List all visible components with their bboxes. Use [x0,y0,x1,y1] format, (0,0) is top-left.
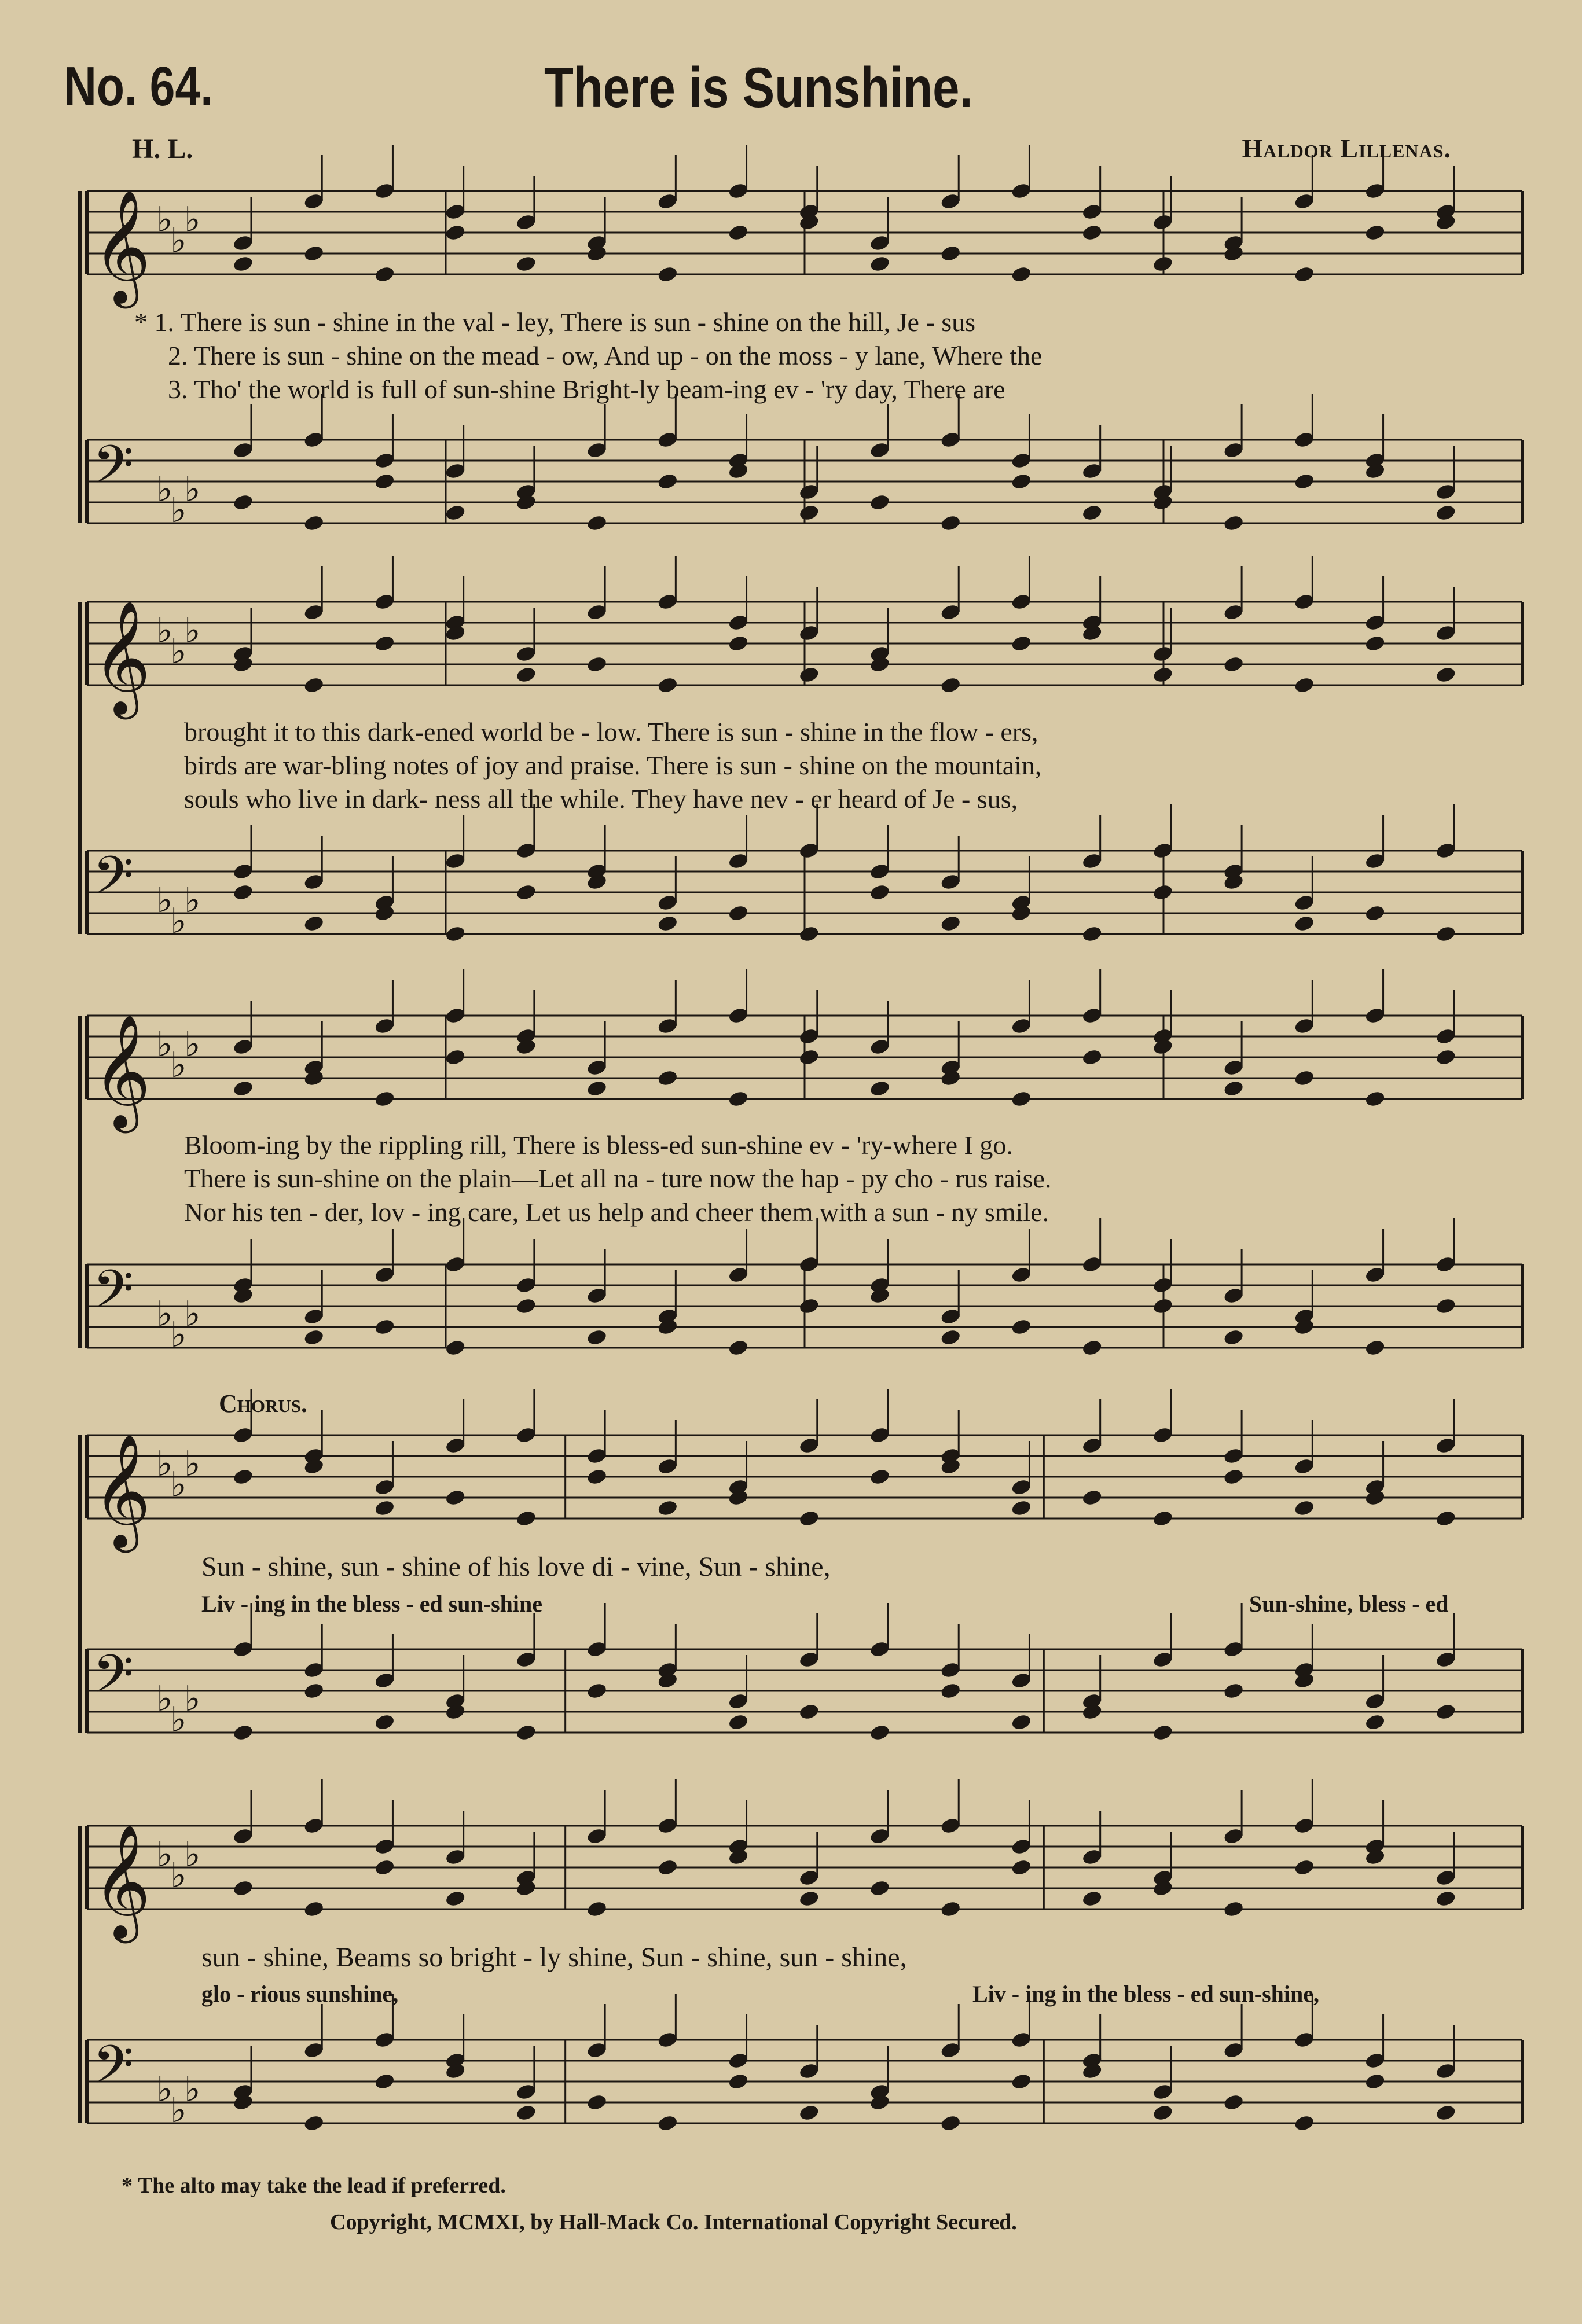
note-head [1364,634,1386,653]
note-head [1152,665,1174,684]
note-head [1435,1048,1457,1067]
note-head [303,1900,325,1918]
flat-icon: ♭ [170,1701,187,1739]
note-head [1152,1509,1174,1528]
flat-icon: ♭ [170,1316,187,1354]
note-head [657,265,679,284]
flat-icon: ♭ [156,881,173,920]
note-head [515,665,537,684]
flat-icon: ♭ [156,1025,173,1064]
note-head [798,503,820,522]
words-attribution: H. L. [132,134,193,164]
note-head [657,914,679,933]
flat-icon: ♭ [170,633,187,671]
note-head [303,676,325,694]
note-head [1081,223,1103,242]
bass-clef-icon: 𝄢 [93,845,134,919]
note-head [586,1328,608,1347]
note-head [1011,634,1033,653]
note-head [1294,1858,1316,1877]
treble-clef-icon: 𝄞 [93,189,151,304]
bass-clef-icon: 𝄢 [93,1643,134,1718]
note-head [586,1468,608,1486]
note-head [1435,1297,1457,1315]
lyric-s1-verse1: * 1. There is sun - shine in the val - ley, There is sun - shine on the hill, Je - sus [134,307,976,337]
note-head [232,493,254,512]
copyright-notice: Copyright, MCMXI, by Hall-Mack Co. International Copyright Secured. [330,2210,1017,2234]
note-head [657,1499,679,1517]
hymn-title: There is Sunshine. [544,56,973,119]
note-head [586,1682,608,1700]
lyric-s3-verse3: Nor his ten - der, lov - ing care, Let us help and cheer them with a sun - ny smile. [184,1197,1049,1227]
lyric-chorus-line2: sun - shine, Beams so bright - ly shine, Sun - shine, sun - shine, [201,1942,907,1973]
note-head [1364,1090,1386,1108]
note-head [1011,2072,1033,2091]
note-head [374,2072,396,2091]
chorus-label: Chorus. [219,1389,308,1418]
note-head [657,676,679,694]
lyric-chorus-line1-alt-b: Sun-shine, bless - ed [1249,1591,1449,1617]
flat-icon: ♭ [170,222,187,260]
note-head [1081,1889,1103,1908]
note-head [1294,676,1316,694]
note-head [869,1723,891,1742]
flat-icon: ♭ [156,612,173,650]
lyric-s2-verse2: birds are war-bling notes of joy and praise. There is sun - shine on the mountain, [184,751,1042,780]
note-head [1011,1499,1033,1517]
note-head [374,1090,396,1108]
note-head [1294,914,1316,933]
flat-icon: ♭ [184,1680,201,1718]
lyric-s3-verse2: There is sun-shine on the plain—Let all na - ture now the hap - py cho - rus raise. [184,1164,1052,1193]
note-head [1011,1858,1033,1877]
lyric-chorus-line1: Sun - shine, sun - shine of his love di - vine, Sun - shine, [201,1551,831,1582]
flat-icon: ♭ [184,201,201,239]
note-head [232,1723,254,1742]
note-head [728,1338,750,1357]
note-head [1223,1079,1245,1098]
flat-icon: ♭ [156,470,173,509]
note-head [1294,2114,1316,2132]
note-head [586,655,608,674]
flat-icon: ♭ [156,1295,173,1333]
note-head [1011,472,1033,491]
note-head [1152,2104,1174,2122]
note-head [939,1682,961,1700]
note-head [1223,1900,1245,1918]
footnote: * The alto may take the lead if preferred. [122,2174,506,2198]
note-head [515,883,537,902]
note-head [798,1702,820,1721]
note-head [939,676,961,694]
note-head [657,2114,679,2132]
note-head [798,1297,820,1315]
note-head [1011,1090,1033,1108]
flat-icon: ♭ [170,902,187,940]
note-head [374,1713,396,1731]
note-head [657,472,679,491]
note-head [445,1338,467,1357]
note-head [1081,1338,1103,1357]
note-head [1081,1048,1103,1067]
note-head [374,1858,396,1877]
note-head [374,634,396,653]
note-head [1364,1338,1386,1357]
note-head [798,1889,820,1908]
lyric-s3-verse1: Bloom-ing by the rippling rill, There is bless-ed sun-shine ev - 'ry-where I go. [184,1130,1013,1160]
flat-icon: ♭ [184,1836,201,1874]
note-head [939,914,961,933]
music-attribution: Haldor Lillenas. [1242,134,1451,163]
treble-clef-icon: 𝄞 [93,1014,151,1128]
note-head [1081,1488,1103,1507]
note-head [232,883,254,902]
note-head [445,503,467,522]
note-head [515,2104,537,2122]
note-head [869,255,891,273]
note-head [1011,1318,1033,1336]
note-head [1223,655,1245,674]
flat-icon: ♭ [184,612,201,650]
note-head [728,223,750,242]
note-head [728,2072,750,2091]
note-head [1364,223,1386,242]
note-head [445,223,467,242]
note-head [939,514,961,532]
note-head [1435,2104,1457,2122]
note-head [1152,255,1174,273]
note-head [798,1509,820,1528]
note-head [445,1889,467,1908]
note-head [728,1090,750,1108]
note-head [303,1682,325,1700]
lyric-s2-verse1: brought it to this dark-ened world be - low. There is sun - shine in the flow - ers, [184,717,1038,747]
note-head [515,1297,537,1315]
note-head [869,883,891,902]
note-head [869,1079,891,1098]
note-head [798,925,820,943]
flat-icon: ♭ [170,2091,187,2130]
note-head [445,1488,467,1507]
note-head [303,514,325,532]
bass-clef-icon: 𝄢 [93,434,134,508]
note-head [515,1723,537,1742]
note-head [1364,1713,1386,1731]
note-head [1364,904,1386,922]
note-head [939,1328,961,1347]
bass-clef-icon: 𝄢 [93,1259,134,1333]
note-head [1152,883,1174,902]
note-head [1435,1509,1457,1528]
note-head [374,265,396,284]
note-head [586,1900,608,1918]
note-head [657,1858,679,1877]
note-head [798,665,820,684]
note-head [515,1509,537,1528]
note-head [1364,2072,1386,2091]
note-head [1081,925,1103,943]
note-head [1294,1069,1316,1087]
note-head [303,1328,325,1347]
note-head [374,1499,396,1517]
note-head [657,1069,679,1087]
note-head [232,1468,254,1486]
note-head [445,1048,467,1067]
note-head [728,634,750,653]
note-head [728,904,750,922]
note-head [1081,503,1103,522]
note-head [869,493,891,512]
lyric-s1-verse3: 3. Tho' the world is full of sun-shine Bright-ly beam-ing ev - 'ry day, There are [168,374,1005,404]
lyric-chorus-line2-alt-b: Liv - ing in the bless - ed sun-shine, [972,1981,1320,2007]
note-head [374,472,396,491]
note-head [232,255,254,273]
note-head [939,244,961,263]
note-head [1223,1468,1245,1486]
lyric-chorus-line1-alt-a: Liv - ing in the bless - ed sun-shine [201,1591,543,1617]
note-head [232,1879,254,1898]
flat-icon: ♭ [184,470,201,509]
flat-icon: ♭ [184,1295,201,1333]
flat-icon: ♭ [170,1466,187,1504]
treble-clef-icon: 𝄞 [93,1433,151,1548]
note-head [303,914,325,933]
note-head [1294,1499,1316,1517]
note-head [798,2104,820,2122]
flat-icon: ♭ [156,201,173,239]
note-head [798,1048,820,1067]
note-head [586,1079,608,1098]
note-head [1011,265,1033,284]
lyric-s2-verse3: souls who live in dark- ness all the while. They have nev - er heard of Je - sus, [184,784,1018,814]
note-head [1223,1682,1245,1700]
note-head [1435,1702,1457,1721]
flat-icon: ♭ [184,2071,201,2109]
note-head [374,1318,396,1336]
note-head [1435,665,1457,684]
note-head [1435,925,1457,943]
bass-clef-icon: 𝄢 [93,2034,134,2108]
flat-icon: ♭ [170,491,187,529]
note-head [1223,514,1245,532]
treble-clef-icon: 𝄞 [93,1824,151,1939]
note-head [586,514,608,532]
note-head [303,2114,325,2132]
note-head [1011,1713,1033,1731]
note-head [939,2114,961,2132]
note-head [1152,1297,1174,1315]
note-head [869,1468,891,1486]
lyric-chorus-line2-alt-a: glo - rious sunshine, [201,1981,399,2007]
lyric-s1-verse2: 2. There is sun - shine on the mead - ow, And up - on the moss - y lane, Where the [168,341,1043,370]
note-head [232,1079,254,1098]
note-head [1223,2093,1245,2112]
note-head [869,1879,891,1898]
note-head [1435,503,1457,522]
note-head [1223,1328,1245,1347]
flat-icon: ♭ [170,1046,187,1084]
note-head [303,244,325,263]
note-head [515,255,537,273]
note-head [586,2093,608,2112]
flat-icon: ♭ [184,1445,201,1483]
flat-icon: ♭ [184,1025,201,1064]
flat-icon: ♭ [156,1836,173,1874]
flat-icon: ♭ [156,1445,173,1483]
note-head [1152,1723,1174,1742]
note-head [1435,1889,1457,1908]
flat-icon: ♭ [156,2071,173,2109]
note-head [1294,472,1316,491]
note-head [1294,265,1316,284]
flat-icon: ♭ [184,881,201,920]
treble-clef-icon: 𝄞 [93,600,151,715]
hymn-number: No. 64. [64,56,214,117]
note-head [445,925,467,943]
note-head [728,1713,750,1731]
flat-icon: ♭ [156,1680,173,1718]
flat-icon: ♭ [170,1856,187,1895]
note-head [939,1900,961,1918]
